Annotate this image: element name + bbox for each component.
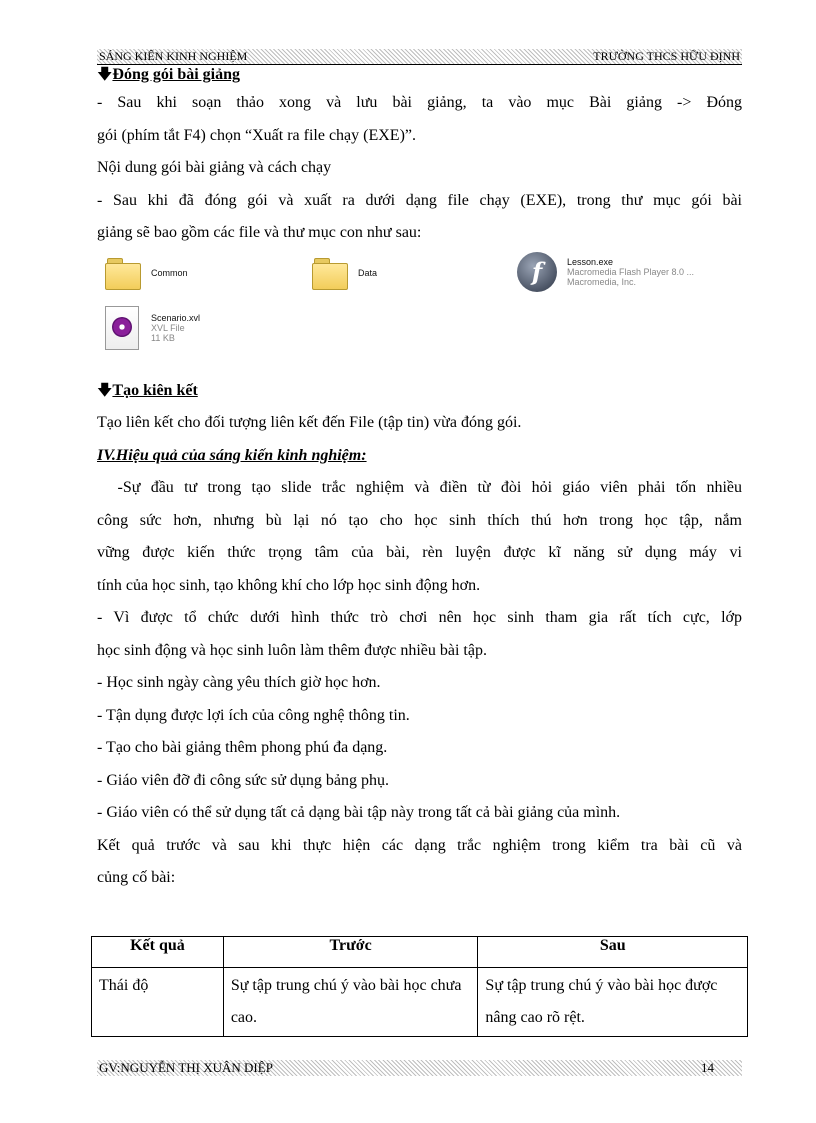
folder-icon [312,258,346,288]
flash-player-icon: f [517,252,557,292]
page-body [97,63,742,895]
file-item-lesson [517,252,694,292]
heading-tao-lien-ket [97,375,742,408]
results-table [91,936,748,1037]
paragraph-line: - Vì được tổ chức dưới hình thức trò chơi nên học sinh tham gia rất tích cực, lớp [97,609,742,626]
xvl-file-icon [105,306,139,350]
paragraph-line: Tạo liên kết cho đối tượng liên kết đến File (tập tin) vừa đóng gói. [97,414,522,431]
page-number: 14 [701,1060,714,1075]
file-name: Scenario.xvl [151,312,201,323]
heading-text: Tạo kiên kết [112,381,198,399]
paragraph-line: - Tạo cho bài giảng thêm phong phú đa dạng. [97,739,388,756]
section-title: IV.Hiệu quả của sáng kiến kinh nghiệm: [97,446,367,464]
heading-dong-goi [97,63,742,87]
file-name: Common [151,267,188,278]
file-type: XVL File [151,322,185,333]
paragraph-line: - Giáo viên có thể sử dụng tất cả dạng bài tập này trong tất cả bài giảng của mình. [97,804,621,821]
file-size: 11 KB [151,332,175,343]
paragraph-line: củng cố bài: [97,869,176,886]
paragraph-line: Kết quả trước và sau khi thực hiện các dạng trắc nghiệm trong kiểm tra bài cũ và [97,836,742,854]
table-header-cell: Kết quả [92,937,224,968]
footer-author: GV:NGUYỄN THỊ XUÂN DIỆP [99,1060,273,1075]
file-name: Data [358,267,378,278]
paragraph-line: -Sự đầu tư trong tạo slide trắc nghiệm và điền từ đòi hỏi giáo viên phải tốn nhiều [97,479,742,496]
header-right: TRƯỜNG THCS HỮU ĐỊNH [593,49,740,63]
paragraph-line: tính của học sinh, tạo không khí cho lớp học sinh động hơn. [97,576,481,594]
paragraph-line: - Sau khi soạn thảo xong và lưu bài giảng, ta vào mục Bài giảng -> Đóng [97,94,742,111]
paragraph-line: - Sau khi đã đóng gói và xuất ra dưới dạng file chạy (EXE), trong thư mục gói bài [97,191,742,209]
file-item-data [312,258,377,288]
folder-icon [105,258,139,288]
table-row [92,968,748,1037]
file-listing [97,250,742,375]
down-arrow-icon: 🡇 [97,67,113,83]
paragraph-line: gói (phím tắt F4) chọn “Xuất ra file chạy (EXE)”. [97,126,416,144]
table-header-row [92,937,748,968]
down-arrow-icon: 🡇 [97,382,113,399]
page-footer [97,1060,742,1076]
file-description: Macromedia Flash Player 8.0 ... [567,266,695,277]
heading-text: Đóng gói bài giảng [112,66,241,83]
table-cell-before: Sự tập trung chú ý vào bài học chưa cao. [223,968,478,1037]
paragraph-line: - Giáo viên đỡ đi công sức sử dụng bảng phụ. [97,771,389,789]
paragraph-line: giảng sẽ bao gồm các file và thư mục con như sau: [97,224,422,241]
paragraph-line: Nội dung gói bài giảng và cách chạy [97,159,332,176]
file-name: Lesson.exe [567,256,614,267]
paragraph-line: vững được kiến thức trọng tâm của bài, rèn luyện được kĩ năng sử dụng máy vi [97,544,742,561]
paragraph-line: công sức hơn, nhưng bù lại nó tạo cho học sinh thích thú hơn trong học tập, nắm [97,511,742,529]
page-header [97,49,742,64]
table-header-cell: Trước [223,937,478,968]
file-item-common [105,258,188,288]
file-company: Macromedia, Inc. [567,276,637,287]
table-cell-label: Thái độ [92,968,224,1037]
table-header-cell: Sau [478,937,748,968]
file-item-scenario [105,306,200,350]
paragraph-line: - Học sinh ngày càng yêu thích giờ học hơn. [97,674,381,691]
header-left: SÁNG KIẾN KINH NGHIỆM [99,49,248,63]
paragraph-line: học sinh động và học sinh luôn làm thêm được nhiều bài tập. [97,641,487,659]
paragraph-line: - Tận dụng được lợi ích của công nghệ thông tin. [97,706,410,724]
table-cell-after: Sự tập trung chú ý vào bài học được nâng cao rõ rệt. [478,968,748,1037]
